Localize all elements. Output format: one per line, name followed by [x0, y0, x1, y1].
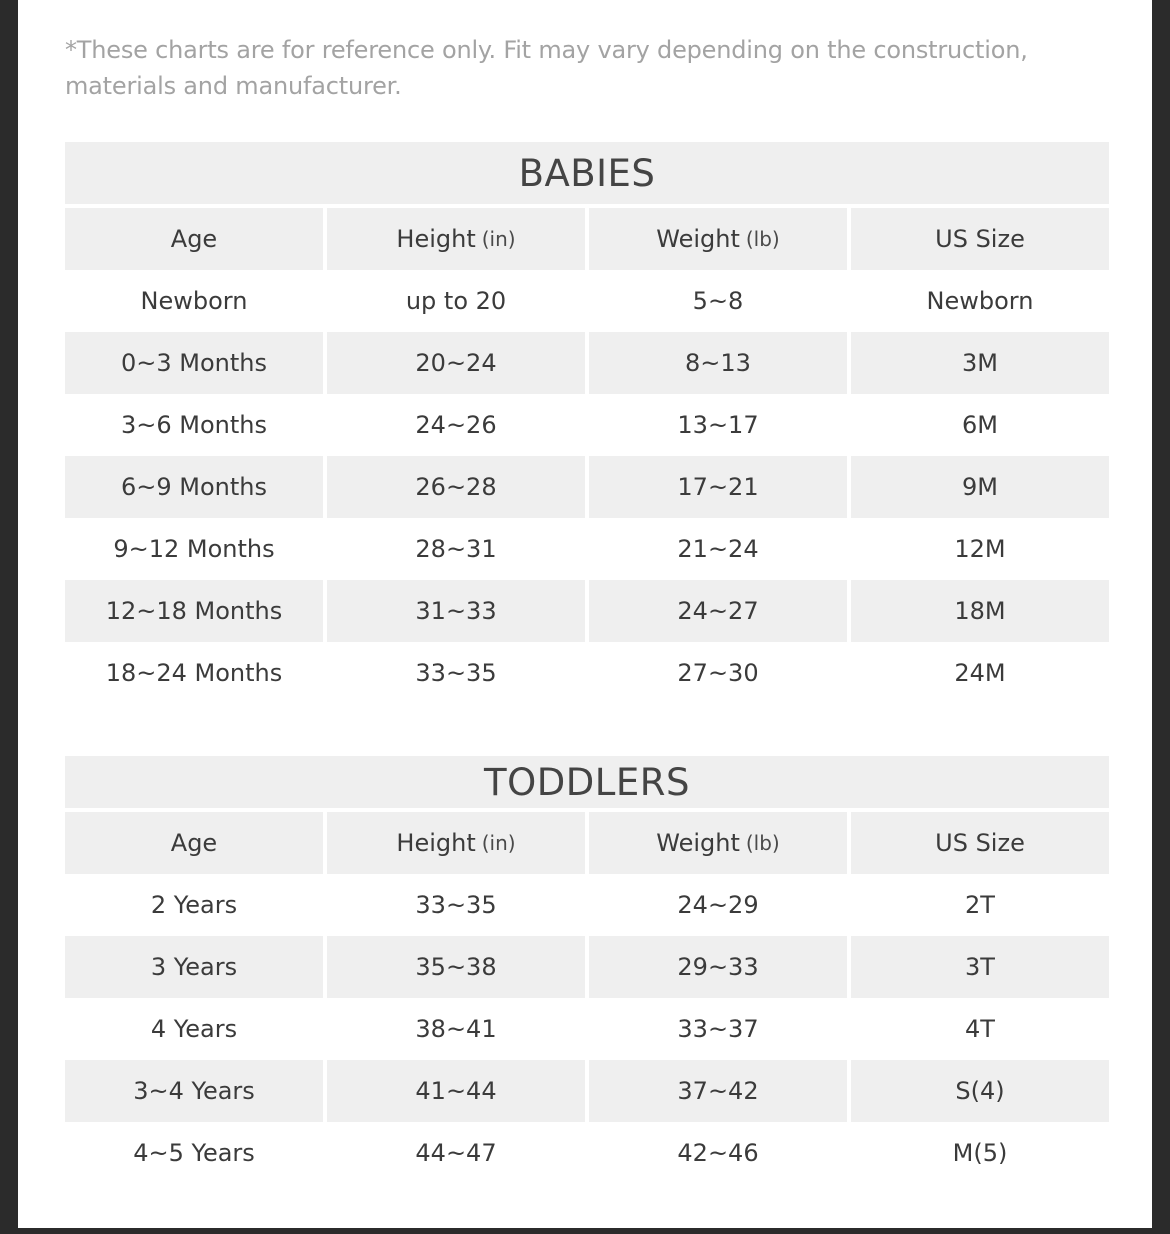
toddlers-header-row	[65, 812, 1109, 874]
age-cell: 12~18 Months	[65, 580, 323, 642]
header-height-unit: (in)	[481, 831, 516, 855]
weight-cell: 29~33	[589, 936, 847, 998]
age-cell: 3~4 Years	[65, 1060, 323, 1122]
header-height: Height (in)	[327, 812, 585, 874]
weight-cell: 27~30	[677, 659, 759, 687]
age-cell: 18~24 Months	[105, 659, 283, 687]
weight-cell: 33~37	[677, 1015, 759, 1043]
weight-cell: 21~24	[677, 535, 759, 563]
height-cell: 33~35	[415, 891, 497, 919]
height-cell: up to 20	[405, 287, 507, 315]
age-cell: 4 Years	[150, 1015, 238, 1043]
weight-cell: 17~21	[589, 456, 847, 518]
weight-cell: 8~13	[589, 332, 847, 394]
table-row	[65, 394, 1109, 456]
table-row	[65, 270, 1109, 332]
us-size-cell: Newborn	[926, 287, 1034, 315]
toddlers-size-table	[65, 756, 1109, 1184]
table-row	[65, 332, 1109, 394]
age-cell: 0~3 Months	[65, 332, 323, 394]
table-row	[65, 580, 1109, 642]
weight-cell: 24~27	[589, 580, 847, 642]
table-row	[65, 998, 1109, 1060]
height-cell: 44~47	[415, 1139, 497, 1167]
header-weight-unit: (lb)	[745, 227, 780, 251]
header-weight: Weight (lb)	[589, 812, 847, 874]
height-cell: 33~35	[415, 659, 497, 687]
header-us-size: US Size	[851, 812, 1109, 874]
table-row	[65, 936, 1109, 998]
table-row	[65, 874, 1109, 936]
height-cell: 20~24	[327, 332, 585, 394]
height-cell: 41~44	[327, 1060, 585, 1122]
header-height: Height (in)	[327, 208, 585, 270]
header-weight: Weight (lb)	[589, 208, 847, 270]
babies-size-table	[65, 142, 1109, 704]
babies-table-title: BABIES	[65, 142, 1109, 204]
header-us-size: US Size	[851, 208, 1109, 270]
table-row	[65, 1060, 1109, 1122]
us-size-cell: M(5)	[952, 1139, 1008, 1167]
us-size-cell: 9M	[851, 456, 1109, 518]
height-cell: 31~33	[327, 580, 585, 642]
us-size-cell: 18M	[851, 580, 1109, 642]
weight-cell: 13~17	[677, 411, 759, 439]
weight-cell: 5~8	[692, 287, 744, 315]
height-cell: 38~41	[415, 1015, 497, 1043]
us-size-cell: 3T	[851, 936, 1109, 998]
weight-cell: 42~46	[677, 1139, 759, 1167]
us-size-cell: 12M	[954, 535, 1006, 563]
us-size-cell: S(4)	[851, 1060, 1109, 1122]
weight-cell: 37~42	[589, 1060, 847, 1122]
disclaimer-note: *These charts are for reference only. Fit may vary depending on the construction, materials and manufacturer.	[65, 36, 1028, 100]
us-size-cell: 2T	[965, 891, 995, 919]
babies-header-row	[65, 208, 1109, 270]
age-cell: 6~9 Months	[65, 456, 323, 518]
toddlers-table-title: TODDLERS	[65, 756, 1109, 808]
us-size-cell: 4T	[965, 1015, 995, 1043]
header-weight-unit: (lb)	[745, 831, 780, 855]
us-size-cell: 24M	[954, 659, 1006, 687]
age-cell: Newborn	[140, 287, 248, 315]
table-row	[65, 518, 1109, 580]
us-size-cell: 6M	[962, 411, 998, 439]
size-chart-page	[18, 0, 1152, 1228]
age-cell: 4~5 Years	[133, 1139, 255, 1167]
age-cell: 9~12 Months	[113, 535, 275, 563]
table-row	[65, 642, 1109, 704]
age-cell: 2 Years	[150, 891, 238, 919]
weight-cell: 24~29	[677, 891, 759, 919]
table-row	[65, 1122, 1109, 1184]
header-age: Age	[65, 208, 323, 270]
age-cell: 3 Years	[65, 936, 323, 998]
header-age: Age	[65, 812, 323, 874]
height-cell: 28~31	[415, 535, 497, 563]
header-height-unit: (in)	[481, 227, 516, 251]
us-size-cell: 3M	[851, 332, 1109, 394]
height-cell: 24~26	[415, 411, 497, 439]
table-row	[65, 456, 1109, 518]
age-cell: 3~6 Months	[120, 411, 267, 439]
height-cell: 26~28	[327, 456, 585, 518]
height-cell: 35~38	[327, 936, 585, 998]
